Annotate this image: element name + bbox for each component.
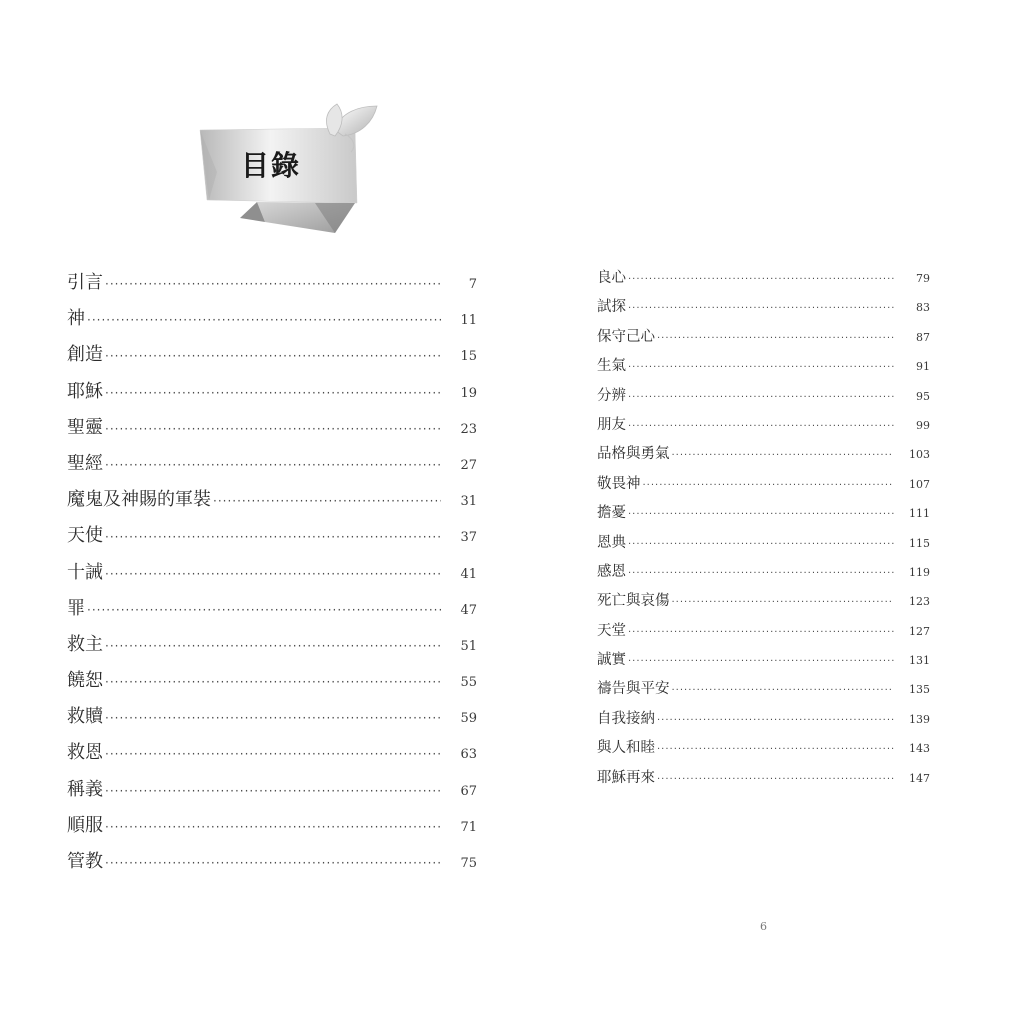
toc-entry	[597, 325, 930, 354]
dot-leader	[672, 597, 895, 608]
toc-entry	[67, 594, 477, 630]
dot-leader	[628, 509, 894, 520]
toc-entry-title: 罪	[67, 597, 85, 619]
toc-entry-title: 稱義	[67, 778, 103, 800]
dot-leader	[105, 675, 441, 689]
dot-leader	[672, 450, 895, 461]
toc-entry-title: 保守己心	[597, 328, 655, 345]
toc-entry-title: 耶穌	[67, 380, 103, 402]
toc-entry	[597, 501, 930, 530]
toc-entry-title: 聖靈	[67, 416, 103, 438]
toc-entry-page: 59	[460, 711, 477, 727]
toc-entry	[67, 738, 477, 774]
toc-entry	[67, 521, 477, 557]
dot-leader	[628, 303, 894, 314]
toc-entry	[597, 354, 930, 383]
toc-entry-title: 引言	[67, 272, 103, 293]
toc-entry	[597, 589, 930, 618]
dot-leader	[657, 774, 894, 785]
dot-leader	[628, 362, 894, 373]
dot-leader	[657, 744, 894, 755]
dot-leader	[105, 639, 441, 653]
toc-entry	[597, 472, 930, 501]
dot-leader	[628, 568, 894, 579]
dot-leader	[105, 784, 441, 798]
toc-entry	[597, 766, 930, 795]
toc-entry-page: 19	[460, 385, 477, 401]
dot-leader	[105, 820, 441, 834]
toc-entry-title: 分辨	[597, 387, 626, 404]
dot-leader	[87, 313, 441, 327]
toc-entry	[67, 558, 477, 594]
toc-entry-title: 品格與勇氣	[597, 446, 670, 463]
toc-entry-page: 63	[460, 747, 477, 763]
dot-leader	[105, 349, 441, 363]
toc-entry-title: 自我接納	[597, 710, 655, 727]
toc-entry-page: 37	[460, 530, 477, 546]
toc-entry-page: 71	[460, 819, 477, 835]
toc-entry-title: 恩典	[597, 534, 626, 551]
toc-entry-page: 41	[460, 566, 477, 582]
toc-entry-page: 55	[460, 675, 477, 691]
toc-entry-page: 87	[916, 330, 930, 344]
dot-leader	[105, 747, 441, 761]
toc-entry	[67, 775, 477, 811]
toc-entry-page: 103	[909, 448, 930, 462]
dot-leader	[105, 386, 441, 400]
toc-title: 目錄	[241, 149, 302, 182]
toc-entry-page: 79	[916, 272, 930, 285]
toc-entry-title: 神	[67, 308, 85, 330]
toc-entry	[67, 811, 477, 847]
toc-entry-page: 15	[460, 349, 477, 365]
toc-entry-page: 119	[909, 565, 930, 579]
toc-entry-page: 75	[460, 856, 477, 871]
dot-leader	[657, 715, 894, 726]
toc-entry	[67, 630, 477, 666]
toc-entry-page: 143	[909, 742, 930, 756]
toc-entry-title: 朋友	[597, 416, 626, 433]
toc-entry-page: 47	[460, 602, 477, 618]
toc-entry-title: 魔鬼及神賜的軍裝	[67, 489, 211, 511]
dot-leader	[628, 627, 894, 638]
toc-entry-page: 95	[916, 389, 930, 403]
toc-entry	[597, 648, 930, 677]
dot-leader	[213, 494, 441, 508]
toc-entry	[597, 413, 930, 442]
toc-entry-title: 聖經	[67, 452, 103, 474]
toc-entry	[67, 413, 477, 449]
toc-entry-page: 31	[460, 494, 477, 510]
toc-column-left	[67, 268, 477, 883]
dot-leader	[105, 458, 441, 472]
toc-entry-title: 管教	[67, 851, 103, 872]
toc-entry-page: 107	[909, 477, 930, 491]
toc-entry-title: 天使	[67, 525, 103, 547]
toc-entry	[67, 485, 477, 521]
dot-leader	[105, 277, 441, 291]
dot-leader	[672, 685, 895, 696]
dot-leader	[657, 333, 894, 344]
dot-leader	[105, 530, 441, 544]
toc-entry-page: 123	[909, 595, 930, 609]
toc-entry-page: 91	[916, 360, 930, 374]
toc-column-right	[597, 266, 930, 795]
toc-entry-title: 良心	[597, 270, 626, 286]
toc-entry	[597, 707, 930, 736]
toc-entry-title: 敬畏神	[597, 475, 641, 492]
toc-entry-page: 115	[909, 536, 930, 550]
toc-entry-title: 天堂	[597, 622, 626, 639]
toc-entry	[67, 304, 477, 340]
toc-entry	[67, 377, 477, 413]
toc-entry-page: 127	[909, 624, 930, 638]
toc-entry-title: 感恩	[597, 563, 626, 580]
dot-leader	[105, 856, 441, 870]
toc-entry-page: 11	[460, 313, 477, 329]
toc-entry-title: 救贖	[67, 706, 103, 728]
toc-entry-page: 51	[460, 638, 477, 654]
toc-entry-page: 83	[916, 301, 930, 315]
toc-entry-title: 與人和睦	[597, 740, 655, 757]
toc-entry	[597, 384, 930, 413]
dot-leader	[105, 422, 441, 436]
toc-entry-page: 23	[460, 421, 477, 437]
toc-entry-title: 創造	[67, 344, 103, 366]
toc-entry-title: 順服	[67, 814, 103, 836]
toc-entry-title: 誠實	[597, 652, 626, 669]
toc-banner	[195, 100, 385, 240]
toc-entry	[67, 702, 477, 738]
toc-entry-title: 耶穌再來	[597, 769, 655, 786]
toc-entry-page: 147	[909, 771, 930, 785]
toc-entry	[597, 619, 930, 648]
toc-entry-page: 131	[909, 654, 930, 668]
page-number: 6	[760, 920, 767, 933]
dot-leader	[628, 274, 894, 285]
toc-entry-page: 99	[916, 418, 930, 432]
toc-entry-title: 死亡與哀傷	[597, 593, 670, 610]
dot-leader	[628, 539, 894, 550]
dot-leader	[105, 711, 441, 725]
toc-entry-title: 擔憂	[597, 505, 626, 522]
toc-entry-title: 救恩	[67, 742, 103, 764]
dot-leader	[628, 392, 894, 403]
toc-entry	[597, 442, 930, 471]
dot-leader	[628, 656, 894, 667]
toc-entry	[67, 268, 477, 304]
toc-entry-page: 111	[909, 507, 930, 521]
toc-entry-page: 67	[460, 783, 477, 799]
toc-entry-page: 135	[909, 683, 930, 697]
dot-leader	[628, 421, 894, 432]
toc-entry	[597, 677, 930, 706]
toc-entry	[597, 736, 930, 765]
toc-entry-page: 139	[909, 712, 930, 726]
toc-entry-title: 試探	[597, 299, 626, 316]
toc-entry-title: 十誡	[67, 561, 103, 583]
toc-entry-title: 生氣	[597, 358, 626, 375]
toc-entry	[67, 449, 477, 485]
toc-entry-title: 救主	[67, 633, 103, 655]
toc-entry	[597, 295, 930, 324]
toc-entry	[597, 560, 930, 589]
toc-entry-title: 饒恕	[67, 670, 103, 692]
toc-entry-page: 27	[460, 457, 477, 473]
toc-entry	[597, 266, 930, 295]
toc-entry	[67, 847, 477, 883]
toc-entry	[597, 531, 930, 560]
toc-entry-page: 7	[468, 277, 477, 292]
toc-entry	[67, 340, 477, 376]
toc-entry	[67, 666, 477, 702]
dot-leader	[105, 567, 441, 581]
dot-leader	[87, 603, 441, 617]
toc-entry-title: 禱告與平安	[597, 681, 670, 698]
dot-leader	[643, 480, 895, 491]
